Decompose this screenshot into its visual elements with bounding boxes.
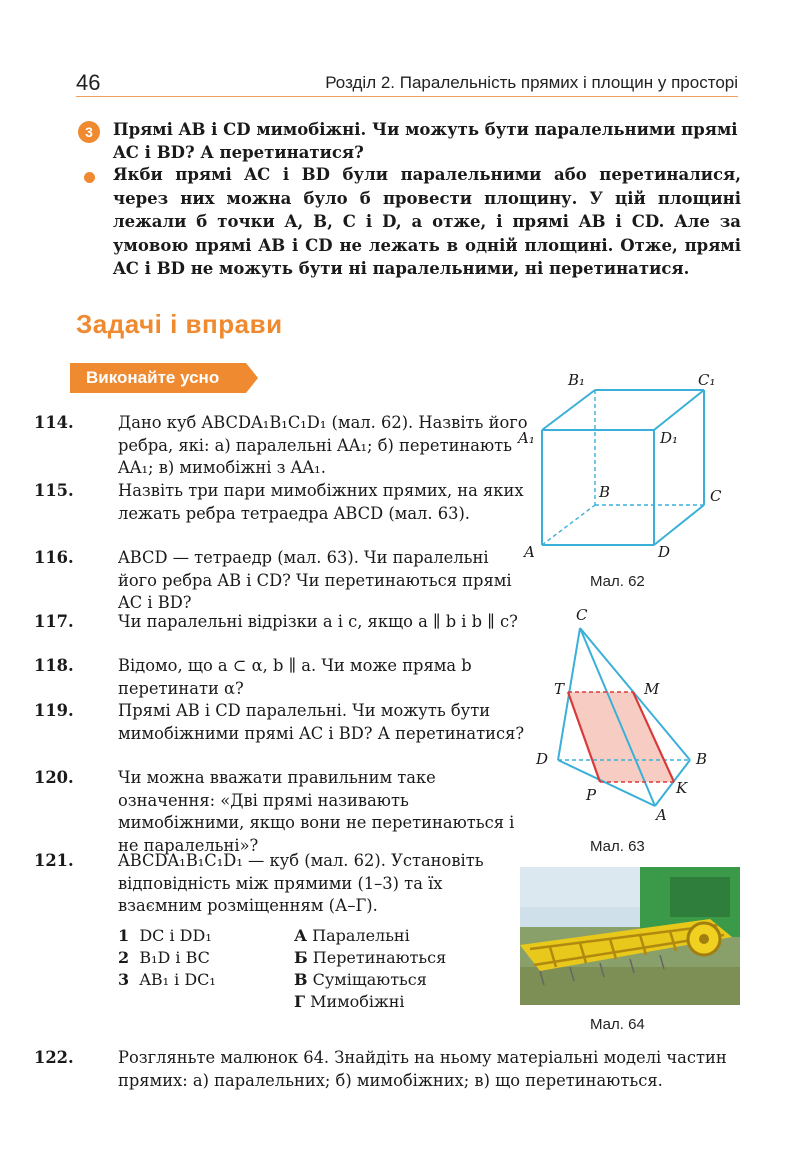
problem-text: Назвіть три пари мимобіжних прямих, на яких лежать ребра тетраедра ABCD (мал. 63). [118,481,524,523]
question-number-badge: 3 [78,121,100,143]
figure-62-caption: Мал. 62 [590,573,645,590]
edge-d1c1 [654,390,704,430]
problem-114 [34,412,528,480]
question-text: Прямі AB і CD мимобіжні. Чи можуть бути паралельними прямі AC і BD? А перетинатися? [113,120,738,162]
vertex-label-c: C [576,606,588,624]
problem-text: Відомо, що a ⊂ α, b ∥ a. Чи може пряма b перетинати α? [118,656,472,698]
chapter-title: Розділ 2. Паралельність прямих і площин у просторі [325,73,738,92]
vertex-label-b1: B₁ [568,371,586,389]
point-label-p: P [586,786,597,804]
match-left-list [118,925,216,991]
problem-115 [34,480,528,525]
figure-64-caption: Мал. 64 [590,1016,645,1033]
problem-text: ABCD — тетраедр (мал. 63). Чи паралельні його ребра AB і CD? Чи перетинаються прямі AC і BD? [118,548,512,612]
cube-figure [510,365,750,565]
subsection-header [70,363,258,393]
vertex-label-a: A [656,806,667,824]
match-left-item: 2 B₁D і BC [118,948,210,967]
problem-text: Дано куб ABCDA₁B₁C₁D₁ (мал. 62). Назвіть його ребра, які: а) паралельні AA₁; б) перетинають AA₁; в) мимобіжні з AA₁. [118,413,528,477]
vertex-label-d: D [658,543,671,561]
vertex-label-a: A [524,543,535,561]
problem-number: 121. [34,851,74,870]
problem-number: 118. [34,656,74,675]
match-right-list [294,925,446,1013]
page-number: 46 [76,70,101,95]
point-label-t: T [554,680,565,698]
match-right-item: Г Мимобіжні [294,992,405,1011]
problem-number: 117. [34,612,74,631]
problem-122 [34,1046,788,1092]
problem-text: ABCDA₁B₁C₁D₁ — куб (мал. 62). Установіть відповідність між прямими (1–3) та їх взаємним розміщенням (А–Г). [118,851,484,915]
problem-number: 119. [34,701,74,720]
tetrahedron-figure [530,600,730,825]
problem-119 [34,700,528,745]
edge-dc [654,505,704,545]
problem-text: Прямі AB і CD паралельні. Чи можуть бути мимобіжними прямі AC і BD? А перетинатися? [118,701,525,743]
problem-number: 115. [34,481,74,500]
match-right-item: В Суміщаються [294,970,427,989]
problem-121 [34,850,528,918]
point-label-k: K [676,779,688,797]
point-label-m: M [644,680,660,698]
problem-text: Чи паралельні відрізки a і c, якщо a ∥ b і b ∥ c? [118,612,518,631]
problem-number: 120. [34,768,74,787]
problem-text: Чи можна вважати правильним таке означення: «Дві прямі називають мимобіжними, якщо вони не перетинаються і не паралельні»? [118,768,515,855]
problem-116 [34,547,528,615]
match-right-item: Б Перетинаються [294,948,447,967]
edge-a1b1 [542,390,595,430]
match-left-item: 3 AB₁ і DC₁ [118,970,216,989]
problem-number: 114. [34,413,74,432]
answer-bullet-icon [84,172,95,183]
vertex-label-a1: A₁ [518,429,535,447]
header-divider [76,96,738,97]
vertex-label-d1: D₁ [660,429,679,447]
section-title: Задачі і вправи [76,309,283,339]
problem-number: 116. [34,548,74,567]
subsection-label: Виконайте усно [86,368,220,387]
problem-number: 122. [34,1048,74,1067]
vertex-label-c1: C₁ [698,371,716,389]
vertex-label-b: B [696,750,708,768]
vertex-label-d: D [536,750,549,768]
problem-117 [34,611,528,634]
vertex-label-b: B [599,483,611,501]
vertex-label-c: C [710,487,722,505]
figure-63-caption: Мал. 63 [590,838,645,855]
problem-118 [34,655,528,700]
answer-text: Якби прямі AC і BD були паралельними або перетиналися, через них можна було б провести площину. У цій площині лежали б точки A, B, C і D, а отже, і прямі AB і CD. Але за умовою прямі AB і CD не лежать в одній площині. Отже, прямі AC і BD не можуть бути ні паралельними, ні перетинатися. [113,165,741,278]
problem-120 [34,767,528,857]
edge-ab-hidden [542,505,595,545]
match-left-item: 1 DC і DD₁ [118,926,212,945]
problem-text: Розгляньте малюнок 64. Знайдіть на ньому матеріальні моделі частин прямих: а) паралельних; б) мимобіжних; в) що перетинаються. [118,1048,727,1090]
match-right-item: А Паралельні [294,926,410,945]
harvester-photo [520,867,740,1005]
